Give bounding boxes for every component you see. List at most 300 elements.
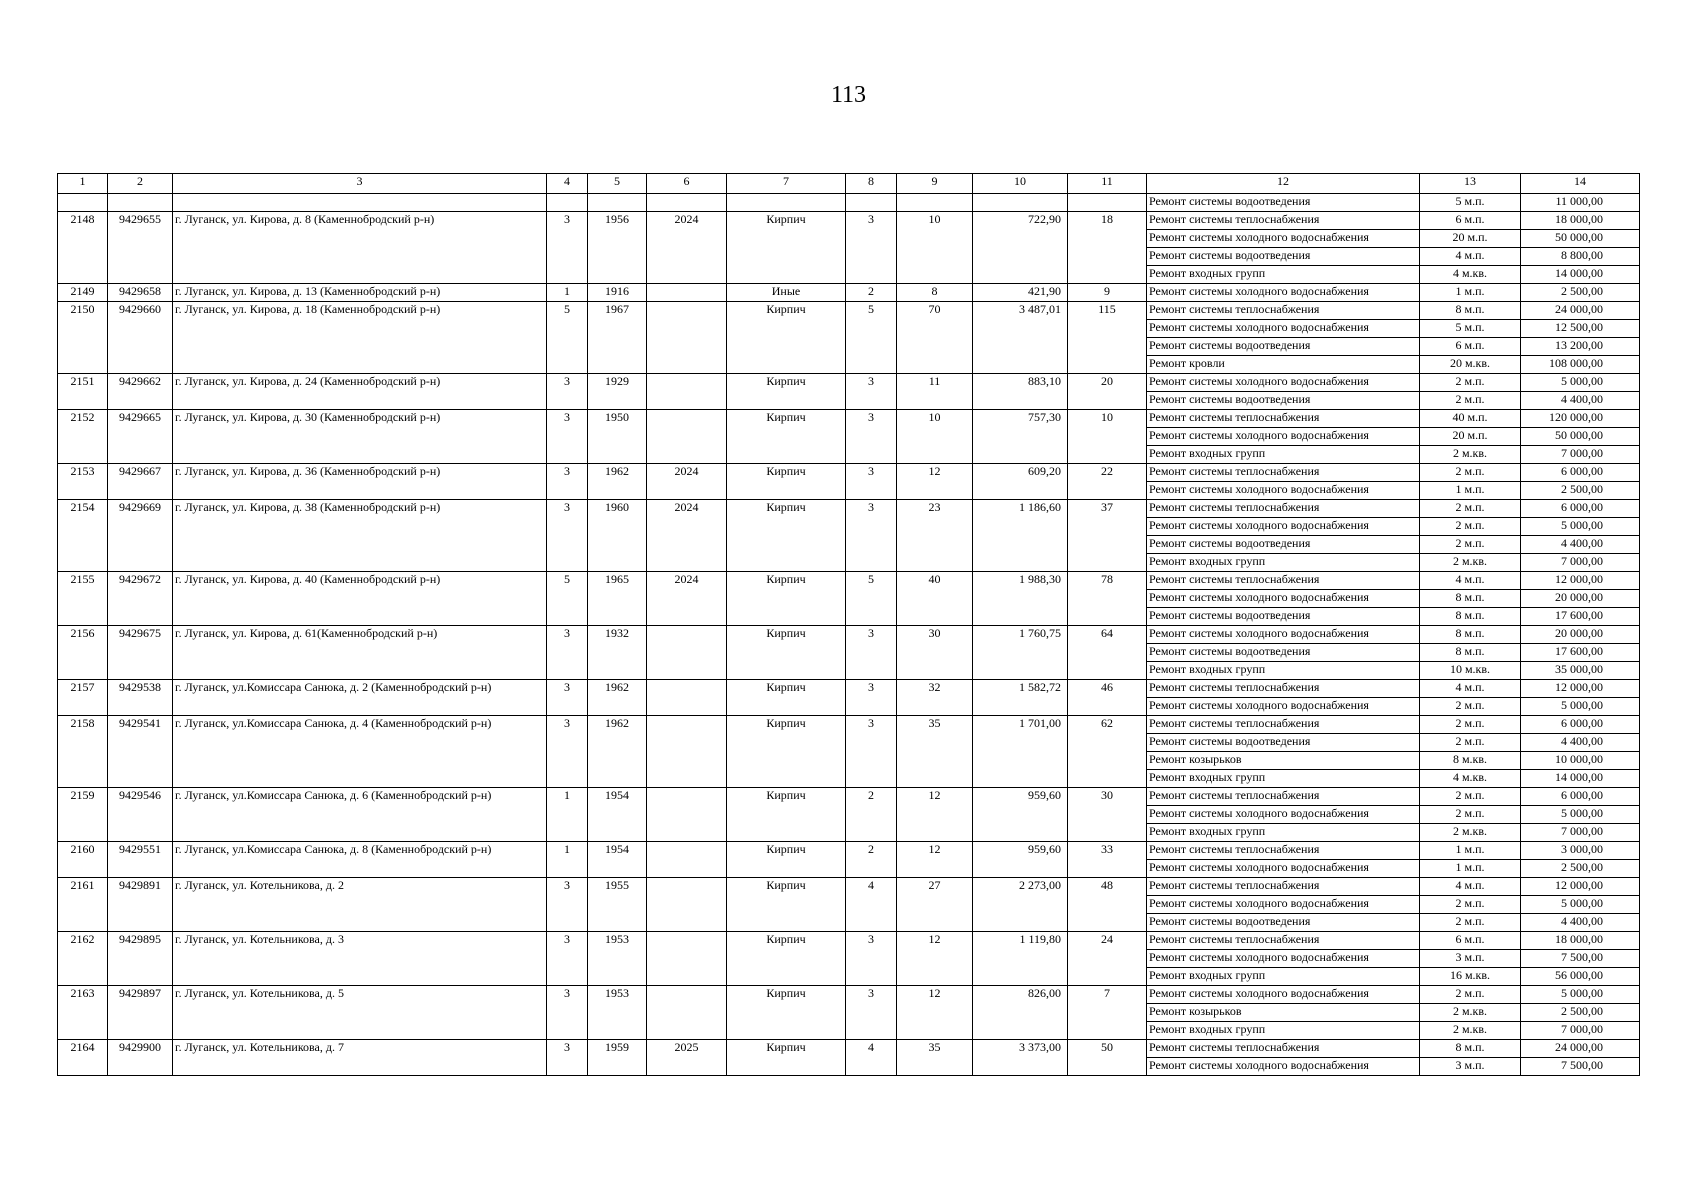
year-built-cell: 1955	[588, 878, 647, 932]
work-cost-cell: 7 500,00	[1521, 1058, 1640, 1076]
work-cost-cell: 3 000,00	[1521, 842, 1640, 860]
table-row	[58, 302, 1640, 320]
work-type-cell: Ремонт системы холодного водоснабжения	[1147, 374, 1420, 392]
work-quantity-cell: 2 м.п.	[1420, 734, 1521, 752]
work-cost-cell: 4 400,00	[1521, 914, 1640, 932]
record-code-cell: 9429667	[108, 464, 173, 500]
floors-cell: 2	[846, 842, 897, 878]
col6-cell: 2025	[647, 1040, 727, 1076]
work-cost-cell: 4 400,00	[1521, 536, 1640, 554]
work-cost-cell: 6 000,00	[1521, 464, 1640, 482]
work-quantity-cell: 4 м.п.	[1420, 878, 1521, 896]
area-cell: 722,90	[973, 212, 1068, 284]
column-header: 4	[547, 174, 588, 194]
col4-cell: 3	[547, 680, 588, 716]
work-cost-cell: 2 500,00	[1521, 1004, 1640, 1022]
record-number-cell: 2153	[58, 464, 108, 500]
column-header: 13	[1420, 174, 1521, 194]
col4-cell: 3	[547, 716, 588, 788]
work-type-cell: Ремонт системы теплоснабжения	[1147, 212, 1420, 230]
year-built-cell: 1956	[588, 212, 647, 284]
col9-cell: 10	[897, 410, 973, 464]
wall-material-cell: Кирпич	[727, 878, 846, 932]
work-quantity-cell: 2 м.п.	[1420, 698, 1521, 716]
record-number-cell: 2157	[58, 680, 108, 716]
work-quantity-cell: 40 м.п.	[1420, 410, 1521, 428]
wall-material-cell: Кирпич	[727, 572, 846, 626]
year-built-cell: 1916	[588, 284, 647, 302]
record-code-cell: 9429897	[108, 986, 173, 1040]
col9-cell: 12	[897, 932, 973, 986]
col9-cell: 8	[897, 284, 973, 302]
work-cost-cell: 24 000,00	[1521, 302, 1640, 320]
table-row	[58, 716, 1640, 734]
col6-cell	[647, 374, 727, 410]
work-type-cell: Ремонт системы теплоснабжения	[1147, 500, 1420, 518]
empty-cell	[58, 194, 108, 212]
record-code-cell: 9429891	[108, 878, 173, 932]
table-row	[58, 788, 1640, 806]
column-header: 6	[647, 174, 727, 194]
col9-cell: 35	[897, 716, 973, 788]
address-cell: г. Луганск, ул. Кирова, д. 61(Каменнобродский р-н)	[173, 626, 547, 680]
work-quantity-cell: 6 м.п.	[1420, 212, 1521, 230]
area-cell: 1 701,00	[973, 716, 1068, 788]
area-cell: 1 988,30	[973, 572, 1068, 626]
work-type-cell: Ремонт козырьков	[1147, 1004, 1420, 1022]
col9-cell: 27	[897, 878, 973, 932]
work-quantity-cell: 2 м.кв.	[1420, 446, 1521, 464]
empty-cell	[647, 194, 727, 212]
floors-cell: 3	[846, 464, 897, 500]
work-type-cell: Ремонт системы холодного водоснабжения	[1147, 626, 1420, 644]
work-type-cell: Ремонт кровли	[1147, 356, 1420, 374]
year-built-cell: 1953	[588, 932, 647, 986]
wall-material-cell: Кирпич	[727, 680, 846, 716]
col6-cell: 2024	[647, 464, 727, 500]
residents-cell: 33	[1068, 842, 1147, 878]
work-cost-cell: 5 000,00	[1521, 374, 1640, 392]
record-code-cell: 9429538	[108, 680, 173, 716]
work-type-cell: Ремонт системы водоотведения	[1147, 248, 1420, 266]
work-type-cell: Ремонт системы холодного водоснабжения	[1147, 698, 1420, 716]
record-number-cell: 2160	[58, 842, 108, 878]
area-cell: 1 186,60	[973, 500, 1068, 572]
col4-cell: 5	[547, 572, 588, 626]
record-code-cell: 9429672	[108, 572, 173, 626]
work-type-cell: Ремонт системы теплоснабжения	[1147, 878, 1420, 896]
record-code-cell: 9429895	[108, 932, 173, 986]
work-quantity-cell: 2 м.п.	[1420, 464, 1521, 482]
table-body	[58, 174, 1640, 1076]
work-quantity-cell: 1 м.п.	[1420, 842, 1521, 860]
table-row	[58, 572, 1640, 590]
work-cost-cell: 6 000,00	[1521, 788, 1640, 806]
work-quantity-cell: 2 м.п.	[1420, 392, 1521, 410]
work-cost-cell: 7 500,00	[1521, 950, 1640, 968]
record-code-cell: 9429551	[108, 842, 173, 878]
work-cost-cell: 12 500,00	[1521, 320, 1640, 338]
address-cell: г. Луганск, ул.Комиссара Санюка, д. 6 (Каменнобродский р-н)	[173, 788, 547, 842]
floors-cell: 2	[846, 284, 897, 302]
work-type-cell: Ремонт системы холодного водоснабжения	[1147, 896, 1420, 914]
empty-cell	[173, 194, 547, 212]
residents-cell: 7	[1068, 986, 1147, 1040]
work-cost-cell: 8 800,00	[1521, 248, 1640, 266]
residents-cell: 115	[1068, 302, 1147, 374]
work-cost-cell: 20 000,00	[1521, 590, 1640, 608]
work-quantity-cell: 3 м.п.	[1420, 950, 1521, 968]
work-type-cell: Ремонт входных групп	[1147, 824, 1420, 842]
work-type-cell: Ремонт системы теплоснабжения	[1147, 716, 1420, 734]
col4-cell: 1	[547, 284, 588, 302]
work-type-cell: Ремонт входных групп	[1147, 446, 1420, 464]
address-cell: г. Луганск, ул. Кирова, д. 18 (Каменнобродский р-н)	[173, 302, 547, 374]
work-type-cell: Ремонт системы холодного водоснабжения	[1147, 1058, 1420, 1076]
work-type-cell: Ремонт системы теплоснабжения	[1147, 1040, 1420, 1058]
area-cell: 3 373,00	[973, 1040, 1068, 1076]
work-type-cell: Ремонт системы теплоснабжения	[1147, 464, 1420, 482]
address-cell: г. Луганск, ул. Котельникова, д. 2	[173, 878, 547, 932]
wall-material-cell: Кирпич	[727, 932, 846, 986]
work-type-cell: Ремонт входных групп	[1147, 770, 1420, 788]
header-row	[58, 174, 1640, 194]
work-quantity-cell: 5 м.п.	[1420, 194, 1521, 212]
work-cost-cell: 14 000,00	[1521, 770, 1640, 788]
work-quantity-cell: 2 м.кв.	[1420, 824, 1521, 842]
work-quantity-cell: 3 м.п.	[1420, 1058, 1521, 1076]
work-quantity-cell: 4 м.п.	[1420, 680, 1521, 698]
work-type-cell: Ремонт системы теплоснабжения	[1147, 842, 1420, 860]
work-cost-cell: 2 500,00	[1521, 860, 1640, 878]
year-built-cell: 1954	[588, 842, 647, 878]
work-cost-cell: 4 400,00	[1521, 734, 1640, 752]
col9-cell: 23	[897, 500, 973, 572]
record-number-cell: 2150	[58, 302, 108, 374]
wall-material-cell: Кирпич	[727, 842, 846, 878]
record-code-cell: 9429662	[108, 374, 173, 410]
work-cost-cell: 56 000,00	[1521, 968, 1640, 986]
column-header: 7	[727, 174, 846, 194]
col9-cell: 12	[897, 464, 973, 500]
col9-cell: 11	[897, 374, 973, 410]
col6-cell	[647, 932, 727, 986]
col6-cell: 2024	[647, 572, 727, 626]
col6-cell	[647, 716, 727, 788]
work-cost-cell: 24 000,00	[1521, 1040, 1640, 1058]
work-type-cell: Ремонт системы холодного водоснабжения	[1147, 320, 1420, 338]
col9-cell: 40	[897, 572, 973, 626]
work-type-cell: Ремонт входных групп	[1147, 266, 1420, 284]
work-cost-cell: 4 400,00	[1521, 392, 1640, 410]
col9-cell: 30	[897, 626, 973, 680]
area-cell: 1 582,72	[973, 680, 1068, 716]
work-quantity-cell: 8 м.п.	[1420, 644, 1521, 662]
work-cost-cell: 11 000,00	[1521, 194, 1640, 212]
col4-cell: 5	[547, 302, 588, 374]
residents-cell: 30	[1068, 788, 1147, 842]
year-built-cell: 1932	[588, 626, 647, 680]
work-cost-cell: 50 000,00	[1521, 428, 1640, 446]
work-cost-cell: 12 000,00	[1521, 572, 1640, 590]
work-quantity-cell: 1 м.п.	[1420, 284, 1521, 302]
area-cell: 959,60	[973, 788, 1068, 842]
col4-cell: 3	[547, 626, 588, 680]
work-type-cell: Ремонт входных групп	[1147, 1022, 1420, 1040]
col9-cell: 35	[897, 1040, 973, 1076]
work-quantity-cell: 4 м.кв.	[1420, 266, 1521, 284]
col4-cell: 3	[547, 500, 588, 572]
work-type-cell: Ремонт системы теплоснабжения	[1147, 302, 1420, 320]
work-type-cell: Ремонт системы холодного водоснабжения	[1147, 284, 1420, 302]
floors-cell: 5	[846, 302, 897, 374]
record-number-cell: 2156	[58, 626, 108, 680]
work-type-cell: Ремонт системы холодного водоснабжения	[1147, 950, 1420, 968]
table-row	[58, 878, 1640, 896]
table-row	[58, 680, 1640, 698]
table-row	[58, 284, 1640, 302]
record-number-cell: 2159	[58, 788, 108, 842]
address-cell: г. Луганск, ул. Кирова, д. 30 (Каменнобродский р-н)	[173, 410, 547, 464]
record-code-cell: 9429665	[108, 410, 173, 464]
col6-cell: 2024	[647, 500, 727, 572]
record-number-cell: 2163	[58, 986, 108, 1040]
empty-cell	[846, 194, 897, 212]
floors-cell: 4	[846, 878, 897, 932]
record-number-cell: 2161	[58, 878, 108, 932]
column-header: 9	[897, 174, 973, 194]
year-built-cell: 1962	[588, 680, 647, 716]
col9-cell: 70	[897, 302, 973, 374]
year-built-cell: 1962	[588, 464, 647, 500]
table-row	[58, 986, 1640, 1004]
work-type-cell: Ремонт входных групп	[1147, 662, 1420, 680]
col9-cell: 12	[897, 986, 973, 1040]
residents-cell: 46	[1068, 680, 1147, 716]
residents-cell: 20	[1068, 374, 1147, 410]
col4-cell: 3	[547, 932, 588, 986]
col9-cell: 10	[897, 212, 973, 284]
wall-material-cell: Кирпич	[727, 500, 846, 572]
col9-cell: 32	[897, 680, 973, 716]
year-built-cell: 1954	[588, 788, 647, 842]
residents-cell: 24	[1068, 932, 1147, 986]
col9-cell: 12	[897, 788, 973, 842]
work-type-cell: Ремонт системы холодного водоснабжения	[1147, 986, 1420, 1004]
work-type-cell: Ремонт козырьков	[1147, 752, 1420, 770]
floors-cell: 3	[846, 374, 897, 410]
year-built-cell: 1960	[588, 500, 647, 572]
year-built-cell: 1965	[588, 572, 647, 626]
work-quantity-cell: 2 м.п.	[1420, 806, 1521, 824]
empty-cell	[588, 194, 647, 212]
address-cell: г. Луганск, ул. Котельникова, д. 3	[173, 932, 547, 986]
table-row	[58, 626, 1640, 644]
work-type-cell: Ремонт системы теплоснабжения	[1147, 410, 1420, 428]
work-quantity-cell: 2 м.п.	[1420, 914, 1521, 932]
empty-cell	[108, 194, 173, 212]
record-number-cell: 2155	[58, 572, 108, 626]
work-quantity-cell: 8 м.п.	[1420, 590, 1521, 608]
area-cell: 1 119,80	[973, 932, 1068, 986]
address-cell: г. Луганск, ул. Кирова, д. 24 (Каменнобродский р-н)	[173, 374, 547, 410]
address-cell: г. Луганск, ул.Комиссара Санюка, д. 4 (Каменнобродский р-н)	[173, 716, 547, 788]
floors-cell: 5	[846, 572, 897, 626]
area-cell: 959,60	[973, 842, 1068, 878]
residents-cell: 50	[1068, 1040, 1147, 1076]
work-quantity-cell: 2 м.п.	[1420, 788, 1521, 806]
work-type-cell: Ремонт системы холодного водоснабжения	[1147, 518, 1420, 536]
record-code-cell: 9429669	[108, 500, 173, 572]
col4-cell: 3	[547, 878, 588, 932]
work-quantity-cell: 2 м.п.	[1420, 500, 1521, 518]
wall-material-cell: Кирпич	[727, 374, 846, 410]
area-cell: 757,30	[973, 410, 1068, 464]
floors-cell: 3	[846, 680, 897, 716]
address-cell: г. Луганск, ул. Кирова, д. 13 (Каменнобродский р-н)	[173, 284, 547, 302]
col4-cell: 3	[547, 212, 588, 284]
residents-cell: 48	[1068, 878, 1147, 932]
work-quantity-cell: 2 м.кв.	[1420, 554, 1521, 572]
col6-cell: 2024	[647, 212, 727, 284]
empty-cell	[1068, 194, 1147, 212]
residents-cell: 22	[1068, 464, 1147, 500]
record-code-cell: 9429658	[108, 284, 173, 302]
column-header: 2	[108, 174, 173, 194]
address-cell: г. Луганск, ул.Комиссара Санюка, д. 8 (Каменнобродский р-н)	[173, 842, 547, 878]
residents-cell: 64	[1068, 626, 1147, 680]
floors-cell: 3	[846, 410, 897, 464]
area-cell: 826,00	[973, 986, 1068, 1040]
work-quantity-cell: 4 м.п.	[1420, 248, 1521, 266]
work-cost-cell: 17 600,00	[1521, 608, 1640, 626]
work-quantity-cell: 16 м.кв.	[1420, 968, 1521, 986]
work-cost-cell: 5 000,00	[1521, 806, 1640, 824]
wall-material-cell: Кирпич	[727, 302, 846, 374]
table-row	[58, 374, 1640, 392]
residents-cell: 37	[1068, 500, 1147, 572]
year-built-cell: 1967	[588, 302, 647, 374]
work-cost-cell: 7 000,00	[1521, 824, 1640, 842]
work-cost-cell: 14 000,00	[1521, 266, 1640, 284]
floors-cell: 3	[846, 716, 897, 788]
floors-cell: 3	[846, 626, 897, 680]
residents-cell: 18	[1068, 212, 1147, 284]
empty-cell	[897, 194, 973, 212]
table-row	[58, 932, 1640, 950]
work-quantity-cell: 20 м.п.	[1420, 428, 1521, 446]
address-cell: г. Луганск, ул.Комиссара Санюка, д. 2 (Каменнобродский р-н)	[173, 680, 547, 716]
address-cell: г. Луганск, ул. Котельникова, д. 7	[173, 1040, 547, 1076]
work-cost-cell: 10 000,00	[1521, 752, 1640, 770]
work-type-cell: Ремонт системы холодного водоснабжения	[1147, 590, 1420, 608]
work-quantity-cell: 8 м.п.	[1420, 1040, 1521, 1058]
work-type-cell: Ремонт системы водоотведения	[1147, 734, 1420, 752]
work-type-cell: Ремонт системы водоотведения	[1147, 536, 1420, 554]
col6-cell	[647, 410, 727, 464]
work-cost-cell: 20 000,00	[1521, 626, 1640, 644]
record-number-cell: 2154	[58, 500, 108, 572]
housing-repair-table	[57, 173, 1640, 1076]
address-cell: г. Луганск, ул. Кирова, д. 40 (Каменнобродский р-н)	[173, 572, 547, 626]
work-quantity-cell: 1 м.п.	[1420, 482, 1521, 500]
column-header: 11	[1068, 174, 1147, 194]
wall-material-cell: Кирпич	[727, 626, 846, 680]
work-cost-cell: 18 000,00	[1521, 932, 1640, 950]
work-type-cell: Ремонт системы водоотведения	[1147, 194, 1420, 212]
col6-cell	[647, 680, 727, 716]
address-cell: г. Луганск, ул. Кирова, д. 8 (Каменнобродский р-н)	[173, 212, 547, 284]
work-quantity-cell: 2 м.п.	[1420, 536, 1521, 554]
year-built-cell: 1950	[588, 410, 647, 464]
work-quantity-cell: 10 м.кв.	[1420, 662, 1521, 680]
work-quantity-cell: 8 м.п.	[1420, 626, 1521, 644]
work-cost-cell: 6 000,00	[1521, 716, 1640, 734]
work-cost-cell: 108 000,00	[1521, 356, 1640, 374]
area-cell: 609,20	[973, 464, 1068, 500]
work-quantity-cell: 8 м.п.	[1420, 302, 1521, 320]
col6-cell	[647, 842, 727, 878]
work-quantity-cell: 2 м.п.	[1420, 716, 1521, 734]
record-number-cell: 2148	[58, 212, 108, 284]
year-built-cell: 1953	[588, 986, 647, 1040]
table-row	[58, 464, 1640, 482]
record-code-cell: 9429541	[108, 716, 173, 788]
work-type-cell: Ремонт системы холодного водоснабжения	[1147, 860, 1420, 878]
col4-cell: 3	[547, 464, 588, 500]
area-cell: 1 760,75	[973, 626, 1068, 680]
col6-cell	[647, 626, 727, 680]
table-row	[58, 500, 1640, 518]
empty-cell	[973, 194, 1068, 212]
area-cell: 883,10	[973, 374, 1068, 410]
col4-cell: 3	[547, 1040, 588, 1076]
col4-cell: 3	[547, 986, 588, 1040]
work-cost-cell: 120 000,00	[1521, 410, 1640, 428]
col6-cell	[647, 302, 727, 374]
work-quantity-cell: 2 м.п.	[1420, 518, 1521, 536]
record-code-cell: 9429660	[108, 302, 173, 374]
work-type-cell: Ремонт системы холодного водоснабжения	[1147, 806, 1420, 824]
record-number-cell: 2158	[58, 716, 108, 788]
work-type-cell: Ремонт входных групп	[1147, 968, 1420, 986]
wall-material-cell: Кирпич	[727, 464, 846, 500]
record-code-cell: 9429546	[108, 788, 173, 842]
work-type-cell: Ремонт системы теплоснабжения	[1147, 680, 1420, 698]
record-code-cell: 9429900	[108, 1040, 173, 1076]
floors-cell: 3	[846, 932, 897, 986]
table-row	[58, 212, 1640, 230]
work-quantity-cell: 6 м.п.	[1420, 338, 1521, 356]
work-quantity-cell: 2 м.кв.	[1420, 1004, 1521, 1022]
work-quantity-cell: 2 м.п.	[1420, 986, 1521, 1004]
record-code-cell: 9429675	[108, 626, 173, 680]
address-cell: г. Луганск, ул. Кирова, д. 36 (Каменнобродский р-н)	[173, 464, 547, 500]
col6-cell	[647, 284, 727, 302]
work-cost-cell: 5 000,00	[1521, 698, 1640, 716]
work-cost-cell: 35 000,00	[1521, 662, 1640, 680]
area-cell: 2 273,00	[973, 878, 1068, 932]
work-quantity-cell: 8 м.п.	[1420, 608, 1521, 626]
record-number-cell: 2149	[58, 284, 108, 302]
column-header: 14	[1521, 174, 1640, 194]
work-type-cell: Ремонт системы холодного водоснабжения	[1147, 428, 1420, 446]
work-cost-cell: 5 000,00	[1521, 518, 1640, 536]
wall-material-cell: Кирпич	[727, 1040, 846, 1076]
wall-material-cell: Кирпич	[727, 410, 846, 464]
work-cost-cell: 7 000,00	[1521, 1022, 1640, 1040]
work-quantity-cell: 1 м.п.	[1420, 860, 1521, 878]
